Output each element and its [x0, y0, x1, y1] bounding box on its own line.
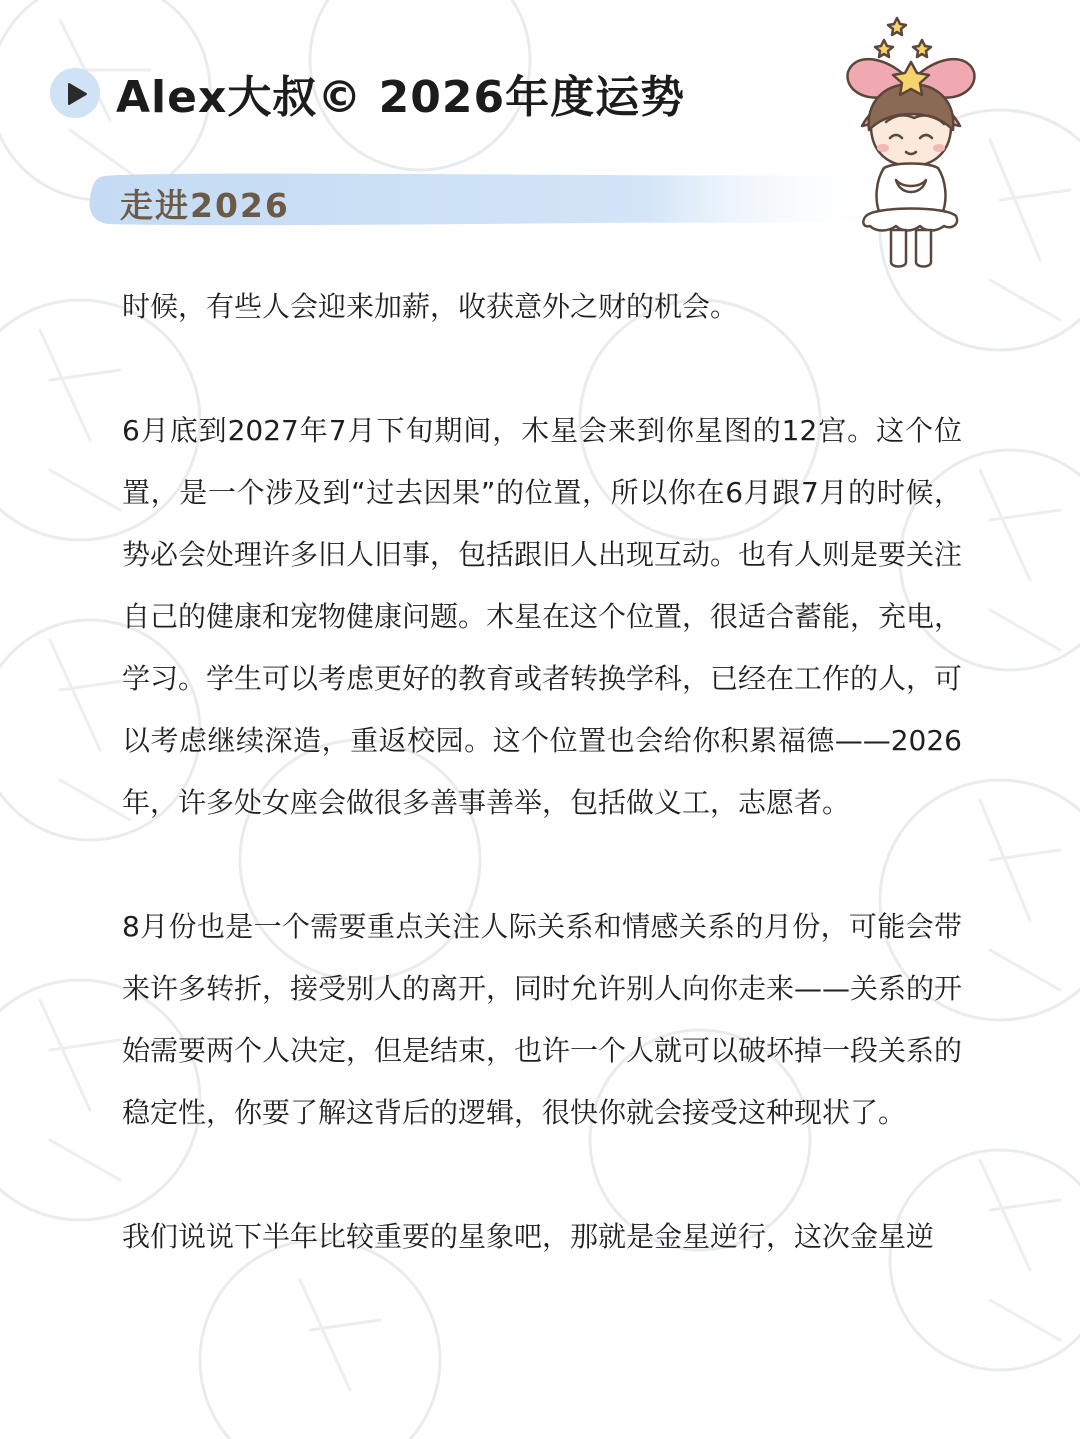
header: [50, 58, 685, 128]
page-title: Alex大叔© 2026年度运势: [116, 72, 686, 123]
paragraph: 8月份也是一个需要重点关注人际关系和情感关系的月份，可能会带来许多转折，接受别人的离开，同时允许别人向你走来——关系的开始需要两个人决定，但是结束，也许一个人就可以破坏掉一段关系的稳定性，你要了解这背后的逻辑，很快你就会接受这种现状了。: [122, 910, 963, 1129]
play-triangle-icon: [66, 82, 88, 106]
girl-with-bow-mascot: [836, 10, 986, 272]
paragraph: 我们说说下半年比较重要的星象吧，那就是金星逆行，这次金星逆: [122, 1220, 935, 1253]
article-body: [122, 276, 962, 1268]
paragraph: 时候，有些人会迎来加薪，收获意外之财的机会。: [122, 290, 739, 323]
play-badge: [50, 68, 100, 118]
paragraph: 6月底到2027年7月下旬期间，木星会来到你星图的12宫。这个位置，是一个涉及到“过去因果”的位置，所以你在6月跟7月的时候，势必会处理许多旧人旧事，包括跟旧人出现互动。也有人则是要关注自己的健康和宠物健康问题。木星在这个位置，很适合蓄能，充电，学习。学生可以考虑更好的教育或者转换学科，已经在工作的人，可以考虑继续深造，重返校园。这个位置也会给你积累福德——2026年，许多处女座会做很多善事善举，包括做义工，志愿者。: [122, 414, 963, 819]
subtitle-banner: [86, 170, 886, 228]
section-subtitle: 走进2026: [120, 186, 290, 225]
